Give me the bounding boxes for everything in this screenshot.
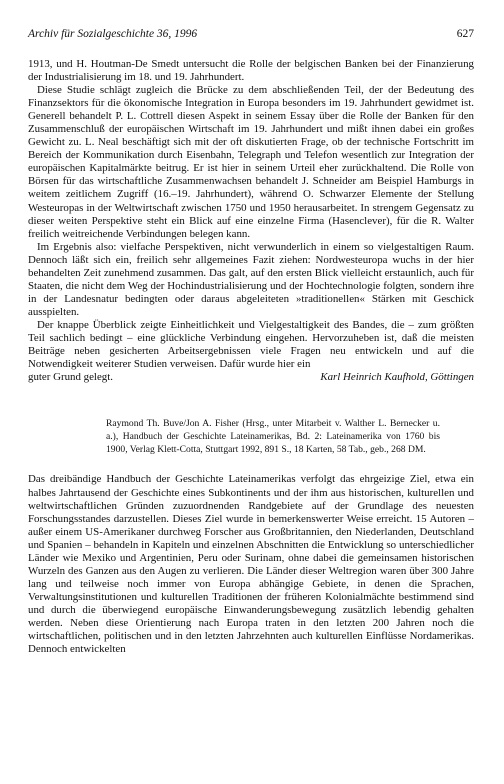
review-body: Das dreibändige Handbuch der Geschichte Lateinamerikas verfolgt das ehrgeizige Ziel, etwa ein halbes Jahrtausend der Geschichte eines Subkontinents und der ihm aus historischen, kulturellen und weltwirtschaftlichen Gründen zuzuordnenden Randgebiete auf der Grundlage des neuesten Forschungsstandes darzustellen. Dieses Ziel wurde in bemerkenswerter Weise erreicht. 15 Autoren – außer einem US-Amerikaner durchweg Forscher aus Großbritannien, den Niederlanden, Deutschland und Spanien – behandeln in Kapiteln und einzelnen Abschnitten die Entwicklung so unterschiedlicher Länder wie Mexiko und Argentinien, Peru oder Surinam, ohne dabei die gemeinsamen historischen Wurzeln des Ganzen aus den Augen zu verlieren. Die Länder dieser Weltregion waren über 300 Jahre lang und teilweise noch immer von Europa abhängige Gebiete, in denen die Sprachen, Verwaltungsinstitutionen und kulturellen Traditionen der früheren Kolonialmächte bestimmend sind und durch die überwiegend europäische Einwanderungsbewegung zusätzlich lebendig gehalten werden. Neben diese Orientierung nach Europa traten in den letzten 200 Jahren noch die wirtschaftlichen, politischen und in den letzten Jahrzehnten auch kulturellen Einflüsse Nordamerikas. Dennoch entwickelten [28, 473, 474, 656]
closing-text: guter Grund gelegt. [28, 371, 113, 384]
journal-title: Archiv für Sozialgeschichte 36, 1996 [28, 28, 198, 40]
paragraph: Der knappe Überblick zeigte Einheitlichkeit und Vielgestaltigkeit des Bandes, die – zum größten Teil sachlich bedingt – eine glückliche Verbindung eingehen. Hervorzuheben ist, daß die meisten Beiträge neben gesicherten Arbeitsergebnissen viele Fragen neu entwickeln und auf die Notwendigkeit weiterer Studien verweisen. Dafür wurde hier ein [28, 318, 474, 371]
book-citation: Raymond Th. Buve/Jon A. Fisher (Hrsg., unter Mitarbeit v. Walther L. Bernecker u. a.), Handbuch der Geschichte Lateinamerikas, Bd. 2: Lateinamerika von 1760 bis 1900, Verlag Klett-Cotta, Stuttgart 1992, 891 S., 18 Karten, 58 Tab., geb., 268 DM. [106, 418, 440, 456]
reviewer-signature: Karl Heinrich Kaufhold, Göttingen [320, 371, 474, 384]
paragraph: Im Ergebnis also: vielfache Perspektiven, nicht verwunderlich in einem so vielgestaltigen Raum. Dennoch läßt sich ein, freilich sehr allgemeines Fazit ziehen: Nordwesteuropa wuchs in der hier behandelten Zeit zunehmend zusammen. Das galt, auf den ersten Blick vielleicht erstaunlich, auch für Staaten, die nicht dem Weg der Hochindustrialisierung und der Hochtechnologie folgten, sondern ihre in der Landesnatur bedingten oder daraus abgeleiteten »traditionellen« Stärken mit Geschick ausspielten. [28, 240, 474, 318]
closing-line [28, 371, 474, 384]
review-kaufhold [28, 58, 474, 384]
paragraph: Diese Studie schlägt zugleich die Brücke zu dem abschließenden Teil, der der Bedeutung des Finanzsektors für die ökonomische Integration in Europa besonders im 19. Jahrhundert gewidmet ist. Generell behandelt P. L. Cottrell diesen Aspekt in seinem Essay über die Rolle der Banken für den Zusammenschluß der europäischen Wirtschaft im 19. Jahrhundert und mißt ihnen dabei ein großes Gewicht zu. L. Neal beschäftigt sich mit der oft diskutierten Frage, ob der technische Fortschritt im Bereich der Kommunikation durch Eisenbahn, Telegraph und Telefon wesentlich zur Integration der europäischen Kapitalmärkte beitrug. Er ist hier in seinem Urteil eher zurückhaltend. Die Rolle von Börsen für das wirtschaftliche Zusammenwachsen behandelt J. Schneider am Beispiel Hamburgs in weitem zeitlichem Zugriff (16.–19. Jahrhundert), während O. Schwarzer Elemente der Stellung Westeuropas in der Weltwirtschaft zwischen 1750 und 1950 herausarbeitet. In strengem Gegensatz zu dieser weiten Perspektive steht ein Blick auf eine einzelne Firma (Hasenclever), für die R. Walter freilich weitreichende Verbindungen belegen kann. [28, 84, 474, 240]
page [28, 28, 474, 656]
page-number: 627 [456, 28, 474, 40]
paragraph: 1913, und H. Houtman-De Smedt untersucht die Rolle der belgischen Banken bei der Finanzierung der Industrialisierung im 18. und 19. Jahrhundert. [28, 58, 474, 84]
running-header [28, 28, 474, 44]
